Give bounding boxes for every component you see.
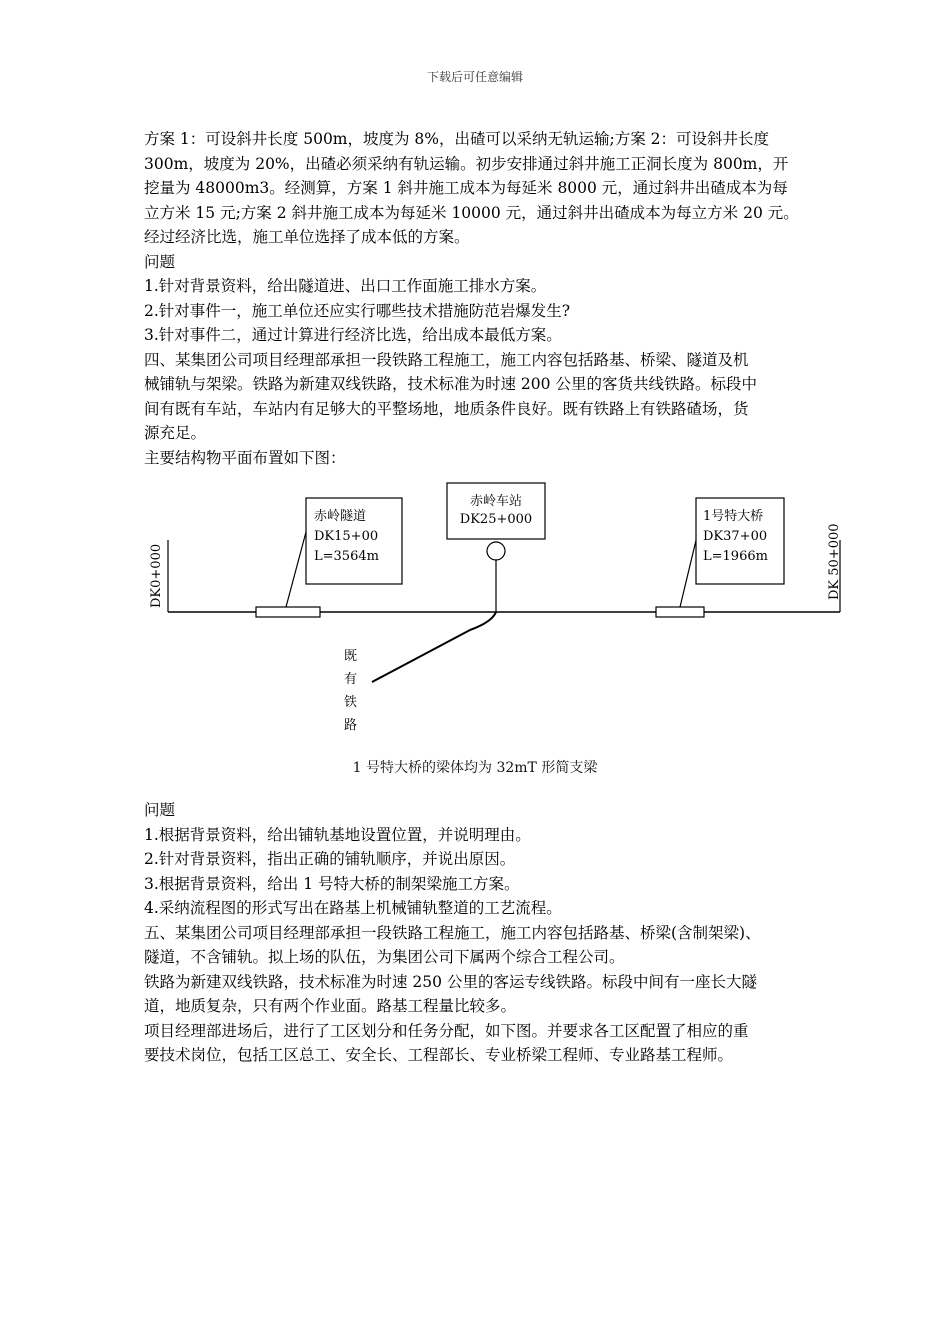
text-line: 主要结构物平面布置如下图： xyxy=(144,448,346,467)
text-line: 要技术岗位，包括工区总工、安全长、工程部长、专业桥梁工程师、专业路基工程师。 xyxy=(144,1046,734,1064)
text-line: 源充足。 xyxy=(144,424,207,442)
text-line: 五、某集团公司项目经理部承担一段铁路工程施工，施工内容包括路基、桥梁(含制架梁)、 xyxy=(144,923,761,942)
bridge-mileage: DK37+00 xyxy=(703,529,768,544)
existing-railway-label: 有 xyxy=(344,672,358,687)
existing-railway-label: 既 xyxy=(344,649,358,664)
tunnel-mileage: DK15+00 xyxy=(314,529,379,544)
question-item: 3.根据背景资料，给出 1 号特大桥的制架梁施工方案。 xyxy=(144,874,520,893)
text-line: 道，地质复杂，只有两个作业面。路基工程量比较多。 xyxy=(144,997,517,1015)
diagram-caption: 1 号特大桥的梁体均为 32mT 形简支梁 xyxy=(352,760,598,776)
bridge-leader-line xyxy=(680,532,698,607)
tunnel-leader-line xyxy=(286,532,306,607)
question-item: 4.采纳流程图的形式写出在路基上机械铺轨整道的工艺流程。 xyxy=(144,899,562,917)
text-line: 方案 1：可设斜井长度 500m，坡度为 8%，出碴可以采纳无轨运输;方案 2：可设斜井长度 xyxy=(144,130,770,148)
station-symbol xyxy=(487,542,505,560)
question-item: 1.根据背景资料，给出铺轨基地设置位置，并说明理由。 xyxy=(144,825,531,844)
tunnel-name: 赤岭隧道 xyxy=(314,509,367,524)
tunnel-marker xyxy=(256,607,320,617)
text-block-top xyxy=(144,127,824,470)
question-item: 2.针对事件一，施工单位还应实行哪些技术措施防范岩爆发生? xyxy=(144,301,571,320)
bridge-name: 1号特大桥 xyxy=(703,509,764,524)
text-line: 挖量为 48000m3。经测算，方案 1 斜井施工成本为每延米 8000 元，通过斜井出碴成本为每 xyxy=(144,179,788,197)
question-item: 1.针对背景资料，给出隧道进、出口工作面施工排水方案。 xyxy=(144,277,547,295)
text-line: 经过经济比选，施工单位选择了成本低的方案。 xyxy=(144,228,470,246)
end-mileage-label: DK 50+000 xyxy=(827,523,842,600)
start-mileage-label: DK0+000 xyxy=(149,543,164,608)
question-item: 3.针对事件二，通过计算进行经济比选，给出成本最低方案。 xyxy=(144,326,562,344)
bridge-length: L=1966m xyxy=(703,549,768,564)
station-label-box xyxy=(447,483,545,539)
station-name: 赤岭车站 xyxy=(469,494,523,509)
tunnel-length: L=3564m xyxy=(314,549,379,564)
question-heading: 问题 xyxy=(144,252,176,271)
text-line: 间有既有车站，车站内有足够大的平整场地，地质条件良好。既有铁路上有铁路碴场，货 xyxy=(144,399,749,418)
text-line: 械铺轨与架梁。铁路为新建双线铁路，技术标准为时速 200 公里的客货共线铁路。标段中 xyxy=(144,375,757,393)
text-line: 项目经理部进场后，进行了工区划分和任务分配，如下图。并要求各工区配置了相应的重 xyxy=(144,1021,749,1040)
text-line: 四、某集团公司项目经理部承担一段铁路工程施工，施工内容包括路基、桥梁、隧道及机 xyxy=(144,350,749,369)
existing-railway-label: 路 xyxy=(344,718,358,733)
station-mileage: DK25+000 xyxy=(459,512,533,527)
text-line: 隧道，不含铺轨。拟上场的队伍，为集团公司下属两个综合工程公司。 xyxy=(144,948,625,966)
existing-railway-branch xyxy=(372,612,496,682)
page-header-note: 下载后可任意编辑 xyxy=(426,70,523,84)
question-item: 2.针对背景资料，指出正确的铺轨顺序，并说出原因。 xyxy=(144,850,516,868)
bridge-marker xyxy=(656,607,704,617)
text-line: 铁路为新建双线铁路，技术标准为时速 250 公里的客运专线铁路。标段中间有一座长大隧 xyxy=(144,972,757,991)
existing-railway-label: 铁 xyxy=(344,695,358,710)
text-line: 300m，坡度为 20%，出碴必须采纳有轨运输。初步安排通过斜井施工正洞长度为 800m，开 xyxy=(144,154,789,173)
text-line: 立方米 15 元;方案 2 斜井施工成本为每延米 10000 元，通过斜井出碴成本为每立方米 20 元。 xyxy=(144,203,799,222)
structure-layout-diagram xyxy=(140,480,860,790)
text-block-bottom xyxy=(144,798,824,1068)
question-heading: 问题 xyxy=(144,801,176,819)
